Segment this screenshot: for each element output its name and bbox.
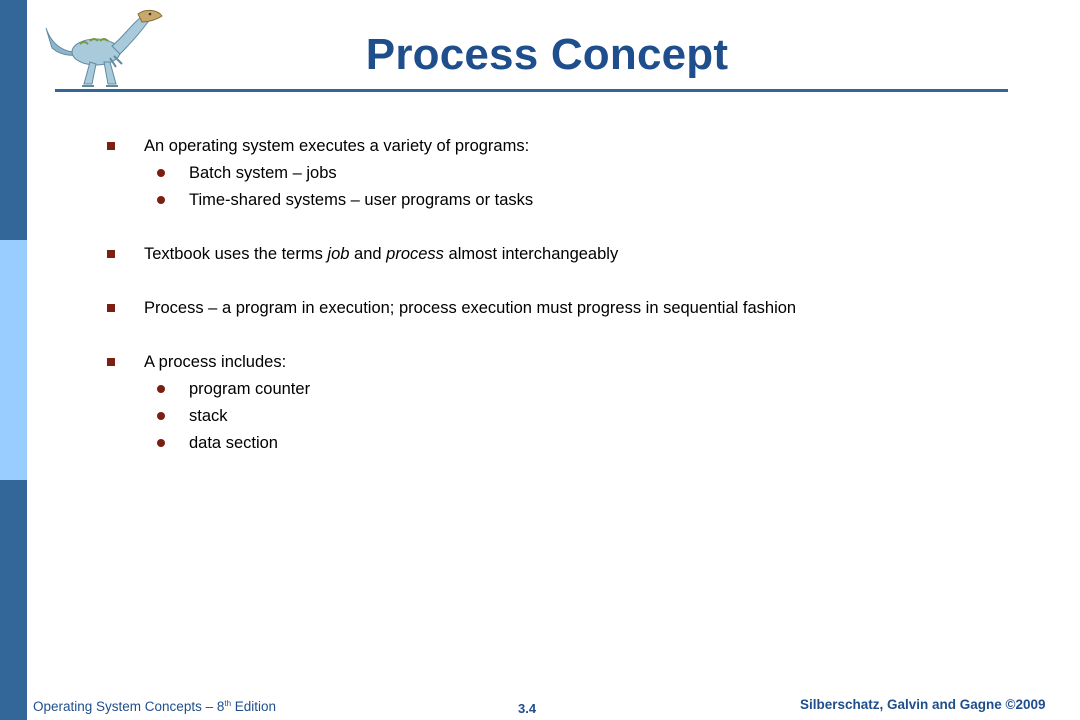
- sub-bullet-text: data section: [189, 434, 278, 452]
- term-job: job: [327, 245, 350, 263]
- square-bullet-icon: [107, 304, 115, 312]
- bullet-text-part: almost interchangeably: [443, 245, 619, 263]
- bullet-text-part: Textbook uses the terms: [144, 245, 328, 263]
- round-bullet-icon: [157, 169, 165, 177]
- square-bullet-icon: [107, 250, 115, 258]
- footer-page-number: 3.4: [518, 701, 537, 716]
- square-bullet-icon: [107, 142, 115, 150]
- bullet-text: An operating system executes a variety of programs:: [144, 137, 530, 155]
- round-bullet-icon: [157, 439, 165, 447]
- footer-book-suffix: Edition: [231, 699, 277, 714]
- sub-bullet-text: program counter: [189, 380, 311, 398]
- footer-book-title: [33, 699, 276, 714]
- sub-bullet-text: Time-shared systems – user programs or tasks: [189, 191, 534, 209]
- footer-book-sup: th: [224, 699, 232, 708]
- slide-title: Process Concept: [365, 30, 729, 79]
- bullet-text: [144, 244, 618, 264]
- footer-authors: Silberschatz, Galvin and Gagne ©2009: [800, 697, 1046, 712]
- bullet-text-part: and: [349, 245, 387, 263]
- bullet-text: Process – a program in execution; process execution must progress in sequential fashion: [144, 299, 797, 317]
- round-bullet-icon: [157, 196, 165, 204]
- sub-bullet-text: stack: [189, 407, 228, 425]
- round-bullet-icon: [157, 385, 165, 393]
- term-process: process: [386, 245, 444, 263]
- bullet-text: A process includes:: [144, 353, 287, 371]
- footer-book-prefix: Operating System Concepts – 8: [33, 699, 225, 714]
- sub-bullet-text: Batch system – jobs: [189, 164, 337, 182]
- round-bullet-icon: [157, 412, 165, 420]
- square-bullet-icon: [107, 358, 115, 366]
